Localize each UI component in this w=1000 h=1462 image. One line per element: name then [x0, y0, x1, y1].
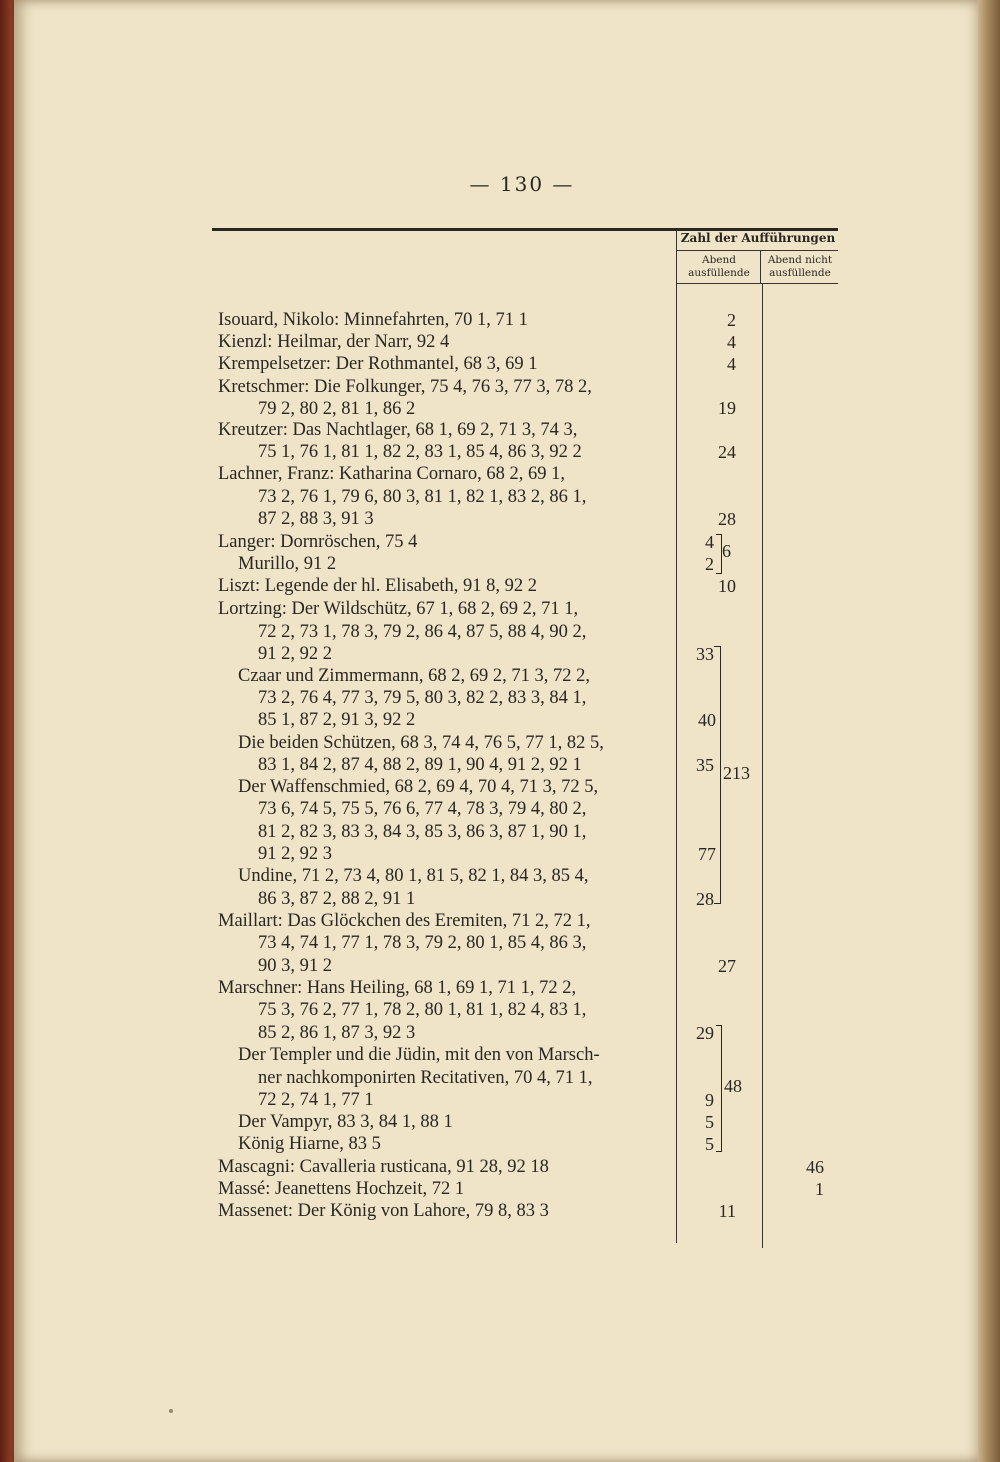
entry-line: Krempelsetzer: Der Rothmantel, 68 3, 69 1 [218, 354, 538, 374]
entry-line: Massé: Jeanettens Hochzeit, 72 1 [218, 1179, 465, 1199]
entry-line: 85 1, 87 2, 91 3, 92 2 [258, 710, 416, 730]
entry-line: Czaar und Zimmermann, 68 2, 69 2, 71 3, 72 2, [238, 666, 590, 686]
column-rule-left [676, 283, 677, 1243]
entry-line: Isouard, Nikolo: Minnefahrten, 70 1, 71 1 [218, 310, 528, 330]
entry-line: Liszt: Legende der hl. Elisabeth, 91 8, 92 2 [218, 576, 538, 596]
entry-line: Der Waffenschmied, 68 2, 69 4, 70 4, 71 3, 72 5, [238, 777, 599, 797]
brace-marschner [716, 1025, 722, 1152]
count-value-right: 46 [806, 1157, 824, 1177]
entry-line: 86 3, 87 2, 88 2, 91 1 [258, 889, 416, 909]
entry-line: Kretschmer: Die Folkunger, 75 4, 76 3, 77 3, 78 2, [218, 377, 592, 397]
count-value: 28 [718, 509, 736, 529]
entry-line: Lachner, Franz: Katharina Cornaro, 68 2, 69 1, [218, 464, 566, 484]
page-number: — 130 — [469, 172, 575, 196]
entry-line: Massenet: Der König von Lahore, 79 8, 83 3 [218, 1201, 549, 1221]
page [14, 0, 980, 1462]
entry-line: 81 2, 82 3, 83 3, 84 3, 85 3, 86 3, 87 1, 90 1, [258, 822, 587, 842]
entry-line: Undine, 71 2, 73 4, 80 1, 81 5, 82 1, 84 3, 85 4, [238, 866, 589, 886]
column-rule-outer [676, 231, 677, 283]
brace-total: 48 [724, 1076, 742, 1096]
count-value: 2 [727, 310, 736, 330]
count-value: 28 [696, 889, 714, 909]
count-value: 2 [705, 554, 714, 574]
entry-line: 83 1, 84 2, 87 4, 88 2, 89 1, 90 4, 91 2, 92 1 [258, 755, 582, 775]
entry-line: 87 2, 88 3, 91 3 [258, 509, 374, 529]
entry-line: Kreutzer: Das Nachtlager, 68 1, 69 2, 71 3, 74 3, [218, 420, 578, 440]
column-header-left: Abend ausfüllende [688, 254, 750, 279]
count-value: 35 [696, 755, 714, 775]
entry-line: 73 2, 76 4, 77 3, 79 5, 80 3, 82 2, 83 3, 84 1, [258, 688, 587, 708]
count-value: 33 [696, 644, 714, 664]
entry-line: Langer: Dornröschen, 75 4 [218, 532, 418, 552]
count-value: 11 [718, 1201, 736, 1221]
entry-line: 73 2, 76 1, 79 6, 80 3, 81 1, 82 1, 83 2, 86 1, [258, 487, 587, 507]
entry-line: 91 2, 92 2 [258, 644, 332, 664]
entry-line: 72 2, 73 1, 78 3, 79 2, 86 4, 87 5, 88 4, 90 2, [258, 622, 587, 642]
count-value: 77 [698, 844, 716, 864]
ink-speck [169, 1409, 173, 1413]
count-value: 29 [696, 1023, 714, 1043]
entry-line: 73 6, 74 5, 75 5, 76 6, 77 4, 78 3, 79 4, 80 2, [258, 799, 587, 819]
count-value: 4 [727, 332, 736, 352]
column-header-divider [677, 250, 838, 251]
entry-line: Marschner: Hans Heiling, 68 1, 69 1, 71 1, 72 2, [218, 978, 577, 998]
entry-line: 73 4, 74 1, 77 1, 78 3, 79 2, 80 1, 85 4, 86 3, [258, 933, 587, 953]
entry-line: Der Vampyr, 83 3, 84 1, 88 1 [238, 1112, 453, 1132]
count-value: 4 [705, 532, 714, 552]
brace-total: 6 [722, 541, 731, 561]
count-value: 5 [705, 1134, 714, 1154]
entry-line: Murillo, 91 2 [238, 554, 337, 574]
page-edge [978, 0, 1000, 1462]
brace-lortzing [714, 646, 721, 904]
entry-line: Maillart: Das Glöckchen des Eremiten, 71 2, 72 1, [218, 911, 591, 931]
count-value: 10 [718, 576, 736, 596]
entry-line: König Hiarne, 83 5 [238, 1134, 381, 1154]
column-header-right: Abend nicht ausfüllende [767, 254, 833, 279]
entry-line: 91 2, 92 3 [258, 844, 332, 864]
entry-line: 72 2, 74 1, 77 1 [258, 1090, 374, 1110]
entry-line: Lortzing: Der Wildschütz, 67 1, 68 2, 69 2, 71 1, [218, 599, 579, 619]
entry-line: 75 3, 76 2, 77 1, 78 2, 80 1, 81 1, 82 4, 83 1, [258, 1000, 587, 1020]
column-rule-inner [760, 251, 761, 283]
entry-line: 79 2, 80 2, 81 1, 86 2 [258, 399, 416, 419]
entry-line: ner nachkomponirten Recitativen, 70 4, 71 1, [258, 1068, 593, 1088]
count-value: 19 [718, 398, 736, 418]
entry-line: Die beiden Schützen, 68 3, 74 4, 76 5, 77 1, 82 5, [238, 733, 604, 753]
count-value: 27 [718, 956, 736, 976]
count-value-right: 1 [815, 1179, 824, 1199]
count-value: 9 [705, 1090, 714, 1110]
count-value: 40 [698, 710, 716, 730]
count-value: 5 [705, 1112, 714, 1132]
entry-line: 85 2, 86 1, 87 3, 92 3 [258, 1023, 416, 1043]
entry-line: 75 1, 76 1, 81 1, 82 2, 83 1, 85 4, 86 3, 92 2 [258, 442, 582, 462]
entry-line: 90 3, 91 2 [258, 956, 332, 976]
count-value: 24 [718, 442, 736, 462]
count-value: 4 [727, 354, 736, 374]
entry-line: Der Templer und die Jüdin, mit den von Marsch- [238, 1045, 600, 1065]
brace-total: 213 [723, 763, 750, 783]
entry-line: Mascagni: Cavalleria rusticana, 91 28, 92 18 [218, 1157, 549, 1177]
entry-line: Kienzl: Heilmar, der Narr, 92 4 [218, 332, 450, 352]
column-header-bottom [677, 283, 838, 284]
column-header-title: Zahl der Aufführungen [680, 231, 836, 245]
